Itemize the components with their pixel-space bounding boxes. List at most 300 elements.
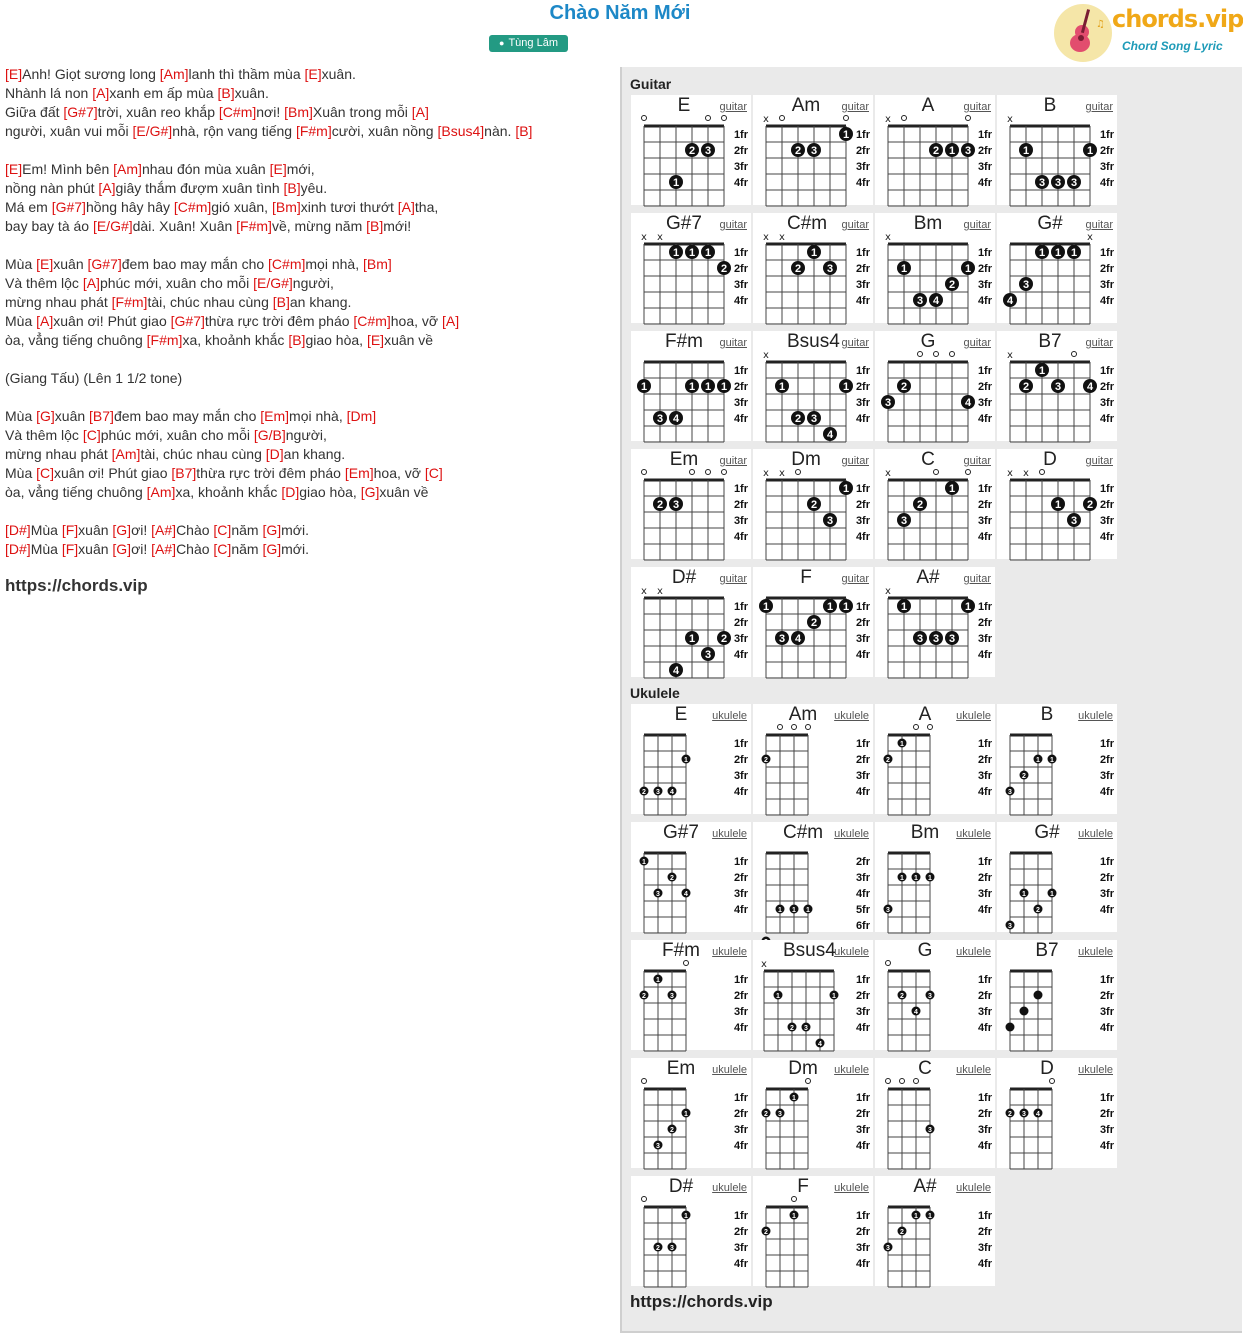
chord-name: Dm (791, 449, 821, 470)
svg-text:3fr: 3fr (1099, 1006, 1114, 1018)
chord-marker[interactable]: [A] (441, 313, 460, 329)
svg-text:1fr: 1fr (733, 365, 748, 377)
svg-text:1fr: 1fr (1099, 483, 1114, 495)
instrument-link[interactable]: ukulele (712, 1182, 747, 1194)
svg-text:2fr: 2fr (1099, 754, 1114, 766)
chord-name: G (917, 940, 933, 961)
svg-text:x: x (761, 959, 767, 970)
instrument-link[interactable]: ukulele (1078, 1064, 1113, 1076)
svg-text:2: 2 (900, 381, 908, 393)
guitar-chord-a-sharp[interactable] (875, 567, 995, 677)
svg-text:2: 2 (794, 263, 802, 275)
svg-text:1: 1 (842, 381, 850, 393)
chord-name: A# (916, 567, 940, 588)
author-badge[interactable] (489, 35, 568, 52)
guitar-chord-b7[interactable] (997, 331, 1117, 441)
instrument-link[interactable]: guitar (963, 455, 991, 467)
svg-text:3: 3 (656, 1143, 660, 1150)
chord-marker[interactable]: [D#] (5, 541, 31, 557)
instrument-link[interactable]: guitar (963, 219, 991, 231)
lyric-text: Mùa (5, 408, 37, 424)
instrument-link[interactable]: guitar (719, 573, 747, 585)
ukulele-chord-bm[interactable] (875, 822, 995, 932)
lyric-text: gió xuân, (211, 199, 272, 215)
lyric-text: xuân về (379, 484, 429, 500)
instrument-link[interactable]: ukulele (834, 1064, 869, 1076)
instrument-link[interactable]: guitar (1085, 337, 1113, 349)
svg-text:2: 2 (1022, 773, 1026, 780)
chord-name: F#m (662, 940, 700, 961)
chord-name: Dm (788, 1058, 818, 1079)
ukulele-chord-c[interactable] (875, 1058, 995, 1168)
svg-text:3: 3 (704, 145, 712, 157)
svg-text:3: 3 (964, 145, 972, 157)
svg-text:4fr: 4fr (977, 413, 992, 425)
instrument-link[interactable]: guitar (841, 573, 869, 585)
instrument-link[interactable]: guitar (719, 101, 747, 113)
lyric-text: nhà, rộn vang tiếng (172, 123, 296, 139)
chord-marker[interactable]: [C#m] (173, 199, 212, 215)
chord-marker[interactable]: [Am] (111, 446, 141, 462)
chord-marker[interactable]: [D#] (5, 522, 31, 538)
chord-marker[interactable]: [G] (112, 522, 132, 538)
chord-marker[interactable]: [C#m] (353, 313, 391, 329)
lyric-text: Mùa (30, 522, 62, 538)
panel-site-url[interactable]: https://chords.vip (630, 1292, 773, 1311)
svg-text:3: 3 (1008, 923, 1012, 930)
site-logo[interactable] (1052, 3, 1243, 63)
lyric-text: phúc mới, xuân cho mỗi (100, 427, 254, 443)
svg-text:x: x (779, 468, 785, 479)
guitar-chord-g-sharp[interactable] (997, 213, 1117, 323)
svg-text:2: 2 (810, 499, 818, 511)
ukulele-chord-a-sharp[interactable] (875, 1176, 995, 1286)
svg-text:4fr: 4fr (1099, 413, 1114, 425)
chord-marker[interactable]: [C] (424, 465, 443, 481)
lyrics-site-url[interactable]: https://chords.vip (5, 576, 148, 595)
chord-marker[interactable]: [C#m] (268, 256, 306, 272)
chord-marker[interactable]: [C] (213, 522, 232, 538)
lyric-text: năm (231, 522, 263, 538)
lyric-text: cười, xuân nồng (331, 123, 438, 139)
chord-marker[interactable]: [E] (5, 161, 23, 177)
svg-text:2: 2 (948, 279, 956, 291)
chord-marker[interactable]: [Bm] (284, 104, 313, 120)
svg-text:4fr: 4fr (977, 649, 992, 661)
svg-text:x: x (1007, 114, 1013, 125)
svg-text:1: 1 (928, 1213, 932, 1220)
svg-text:1: 1 (792, 1095, 796, 1102)
user-icon: ● (499, 38, 505, 48)
ukulele-chord-f-sharpm[interactable] (631, 940, 751, 1050)
chord-marker[interactable]: [F#m] (146, 332, 183, 348)
chord-marker[interactable]: [C#m] (218, 104, 257, 120)
chord-marker[interactable]: [D] (281, 484, 300, 500)
svg-text:4: 4 (670, 789, 674, 796)
lyric-text: nhau đón mùa xuân (141, 161, 270, 177)
svg-text:4: 4 (794, 633, 802, 645)
svg-text:2fr: 2fr (733, 499, 748, 511)
svg-text:1fr: 1fr (1099, 974, 1114, 986)
svg-text:4: 4 (932, 295, 940, 307)
instrument-link[interactable]: guitar (1085, 101, 1113, 113)
lyric-text: hoa, vỡ (373, 465, 425, 481)
svg-text:2fr: 2fr (733, 754, 748, 766)
lyric-text: tài, chúc nhau cùng (147, 294, 273, 310)
chord-marker[interactable]: [G#7] (51, 199, 86, 215)
svg-text:3fr: 3fr (733, 1124, 748, 1136)
chord-marker[interactable]: [C] (213, 541, 232, 557)
ukulele-chord-c-sharpm[interactable] (753, 822, 873, 932)
chord-marker[interactable]: [E] (304, 66, 322, 82)
svg-text:3fr: 3fr (1099, 1124, 1114, 1136)
svg-text:3: 3 (670, 993, 674, 1000)
svg-text:1: 1 (688, 633, 696, 645)
lyric-line (5, 217, 610, 236)
svg-text:2fr: 2fr (855, 1226, 870, 1238)
instrument-link[interactable]: ukulele (956, 1064, 991, 1076)
svg-text:4fr: 4fr (977, 295, 992, 307)
instrument-link[interactable]: ukulele (712, 710, 747, 722)
ukulele-chord-em[interactable] (631, 1058, 751, 1168)
svg-text:4fr: 4fr (1099, 295, 1114, 307)
guitar-chord-d-sharp[interactable] (631, 567, 751, 677)
instrument-link[interactable]: ukulele (956, 710, 991, 722)
svg-text:4fr: 4fr (733, 786, 748, 798)
lyric-text: Nhành lá non (5, 85, 93, 101)
svg-text:2: 2 (1086, 499, 1094, 511)
chord-marker[interactable]: [D] (265, 446, 284, 462)
instrument-link[interactable]: ukulele (956, 1182, 991, 1194)
ukulele-chord-b[interactable] (997, 704, 1117, 814)
chord-marker[interactable]: [Em] (344, 465, 374, 481)
chord-marker[interactable]: [E/G#] (92, 218, 133, 234)
svg-text:2fr: 2fr (977, 990, 992, 1002)
chord-marker[interactable]: [A#] (151, 522, 177, 538)
ukulele-chord-f[interactable] (753, 1176, 873, 1286)
ukulele-chord-dm[interactable] (753, 1058, 873, 1168)
chord-marker[interactable]: [F#m] (111, 294, 148, 310)
lyric-text: ơi! (131, 541, 152, 557)
chord-marker[interactable]: [Bm] (271, 199, 301, 215)
svg-text:2: 2 (794, 145, 802, 157)
svg-text:1: 1 (642, 859, 646, 866)
song-title[interactable]: Chào Năm Mới (549, 2, 691, 24)
lyric-line (5, 388, 610, 407)
chord-marker[interactable]: [B] (283, 180, 301, 196)
chord-name: D# (671, 567, 697, 588)
svg-text:1: 1 (842, 483, 850, 495)
instrument-link[interactable]: guitar (1085, 219, 1113, 231)
ukulele-chord-d-sharp[interactable] (631, 1176, 751, 1286)
chord-marker[interactable]: [E] (36, 256, 54, 272)
svg-text:1fr: 1fr (855, 1092, 870, 1104)
svg-text:3fr: 3fr (855, 1006, 870, 1018)
chord-marker[interactable]: [G] (36, 408, 55, 424)
chord-marker[interactable]: [G#7] (87, 256, 122, 272)
guitar-chord-c-sharpm[interactable] (753, 213, 873, 323)
lyric-text: xuân. (321, 66, 356, 82)
svg-text:4fr: 4fr (733, 1022, 748, 1034)
svg-text:♫: ♫ (1096, 19, 1105, 30)
instrument-link[interactable]: guitar (963, 573, 991, 585)
lyric-text: Em! Mình bên (22, 161, 114, 177)
svg-text:1: 1 (704, 247, 712, 259)
chord-marker[interactable]: [C] (36, 465, 55, 481)
chord-marker[interactable]: [G] (262, 541, 282, 557)
chord-marker[interactable]: [A] (82, 275, 100, 291)
lyric-text: xuân (78, 522, 113, 538)
svg-text:3: 3 (670, 1245, 674, 1252)
chord-marker[interactable]: [E] (366, 332, 385, 348)
svg-text:3: 3 (1022, 1111, 1026, 1118)
svg-text:3fr: 3fr (1099, 515, 1114, 527)
svg-text:3: 3 (810, 413, 818, 425)
ukulele-chord-e[interactable] (631, 704, 751, 814)
svg-text:1: 1 (684, 1111, 688, 1118)
lyric-text: trời, xuân reo khắp (97, 104, 219, 120)
svg-text:x: x (885, 468, 891, 479)
instrument-link[interactable]: guitar (841, 219, 869, 231)
instrument-link[interactable]: guitar (719, 337, 747, 349)
chord-marker[interactable]: [Bsus4] (437, 123, 485, 139)
lyric-text: Chào (176, 541, 214, 557)
lyric-text: xanh em ấp mùa (109, 85, 218, 101)
instrument-link[interactable]: ukulele (1078, 710, 1113, 722)
svg-text:2fr: 2fr (855, 754, 870, 766)
svg-text:4fr: 4fr (977, 531, 992, 543)
svg-text:1: 1 (1054, 247, 1062, 259)
lyric-text: òa, vẳng tiếng chuông (5, 332, 147, 348)
instrument-link[interactable]: ukulele (1078, 946, 1113, 958)
guitar-chord-b[interactable] (997, 95, 1117, 205)
chord-name: C#m (783, 822, 824, 843)
instrument-link[interactable]: ukulele (956, 828, 991, 840)
svg-text:4fr: 4fr (733, 531, 748, 543)
chord-marker[interactable]: [G#7] (170, 313, 205, 329)
lyric-text: Mùa (5, 465, 37, 481)
svg-text:3fr: 3fr (1099, 397, 1114, 409)
svg-text:3: 3 (928, 993, 932, 1000)
svg-text:1fr: 1fr (977, 129, 992, 141)
chord-marker[interactable]: [B7] (89, 408, 114, 424)
svg-text:3fr: 3fr (733, 770, 748, 782)
svg-text:3fr: 3fr (1099, 161, 1114, 173)
instrument-link[interactable]: ukulele (712, 828, 747, 840)
svg-text:3: 3 (1054, 381, 1062, 393)
chord-marker[interactable]: [A] (98, 180, 116, 196)
instrument-link[interactable]: guitar (963, 101, 991, 113)
ukulele-chord-d[interactable] (997, 1058, 1117, 1168)
svg-text:1fr: 1fr (977, 738, 992, 750)
instrument-link[interactable]: ukulele (834, 946, 869, 958)
chord-marker[interactable]: [B] (515, 123, 533, 139)
svg-text:1fr: 1fr (1099, 365, 1114, 377)
svg-text:1fr: 1fr (855, 974, 870, 986)
ukulele-chord-g-sharp[interactable] (997, 822, 1117, 932)
svg-text:2fr: 2fr (855, 381, 870, 393)
guitar-chord-dm[interactable] (753, 449, 873, 559)
chord-marker[interactable]: [Dm] (346, 408, 377, 424)
svg-text:4: 4 (1036, 1111, 1040, 1118)
guitar-chord-bsus4[interactable] (753, 331, 873, 441)
lyric-line (5, 521, 610, 540)
svg-text:x: x (1007, 468, 1013, 479)
chord-marker[interactable]: [B] (272, 294, 290, 310)
svg-text:3fr: 3fr (977, 161, 992, 173)
chord-marker[interactable]: [Am] (146, 484, 176, 500)
logo-text: chords.vip (1112, 5, 1243, 33)
lyric-text: xuân (78, 541, 113, 557)
svg-text:4fr: 4fr (855, 177, 870, 189)
guitar-chord-em[interactable] (631, 449, 751, 559)
chord-marker[interactable]: [B] (288, 332, 306, 348)
lyric-text: phúc mới, xuân cho mỗi (99, 275, 254, 291)
lyric-line (5, 331, 610, 350)
lyrics-body (5, 65, 610, 559)
chord-marker[interactable]: [A] (411, 104, 429, 120)
chord-marker[interactable]: [F] (61, 522, 79, 538)
instrument-link[interactable]: guitar (719, 219, 747, 231)
ukulele-chord-a[interactable] (875, 704, 995, 814)
svg-text:3fr: 3fr (855, 397, 870, 409)
chord-marker[interactable]: [E] (5, 66, 23, 82)
svg-text:4: 4 (914, 1009, 918, 1016)
guitar-chord-e[interactable] (631, 95, 751, 205)
svg-text:1fr: 1fr (977, 856, 992, 868)
svg-text:2: 2 (916, 499, 924, 511)
svg-text:1: 1 (704, 381, 712, 393)
lyric-text: ơi! (131, 522, 152, 538)
instrument-link[interactable]: guitar (963, 337, 991, 349)
chord-marker[interactable]: [A] (36, 313, 54, 329)
chord-marker[interactable]: [G] (262, 522, 282, 538)
chord-marker[interactable]: [A#] (151, 541, 177, 557)
lyric-text: an khang. (283, 446, 346, 462)
chord-marker[interactable]: [Bm] (362, 256, 392, 272)
ukulele-chord-b7[interactable] (997, 940, 1117, 1050)
svg-text:1: 1 (900, 263, 908, 275)
svg-text:1: 1 (688, 247, 696, 259)
svg-text:3fr: 3fr (733, 1006, 748, 1018)
instrument-link[interactable]: guitar (841, 455, 869, 467)
guitar-chord-f[interactable] (753, 567, 873, 677)
lyric-text: mới. (281, 522, 309, 538)
svg-text:2: 2 (764, 1229, 768, 1236)
svg-text:1: 1 (842, 129, 850, 141)
chord-marker[interactable]: [Am] (113, 161, 142, 177)
svg-text:x: x (1087, 232, 1093, 243)
chord-marker[interactable]: [G] (112, 541, 132, 557)
ukulele-chord-bsus4[interactable] (753, 940, 873, 1050)
svg-text:2fr: 2fr (733, 1226, 748, 1238)
lyric-line (5, 445, 610, 464)
svg-text:1fr: 1fr (977, 601, 992, 613)
svg-text:1fr: 1fr (733, 974, 748, 986)
guitar-chord-bm[interactable] (875, 213, 995, 323)
chord-name: G#7 (666, 213, 702, 234)
svg-text:x: x (763, 114, 769, 125)
svg-text:5fr: 5fr (855, 904, 870, 916)
instrument-link[interactable]: guitar (719, 455, 747, 467)
instrument-link[interactable]: ukulele (712, 1064, 747, 1076)
svg-text:x: x (1023, 468, 1029, 479)
guitar-chord-g-sharp7[interactable] (631, 213, 751, 323)
chord-marker[interactable]: [B7] (171, 465, 197, 481)
guitar-chord-a[interactable] (875, 95, 995, 205)
guitar-chord-am[interactable] (753, 95, 873, 205)
chord-name: D# (668, 1176, 694, 1197)
chord-marker[interactable]: [C] (82, 427, 101, 443)
chord-marker[interactable]: [A] (92, 85, 110, 101)
guitar-section-title: Guitar (630, 76, 672, 92)
svg-text:4: 4 (672, 413, 680, 425)
svg-text:4fr: 4fr (855, 413, 870, 425)
instrument-link[interactable]: ukulele (712, 946, 747, 958)
svg-text:4fr: 4fr (855, 295, 870, 307)
instrument-link[interactable]: ukulele (834, 828, 869, 840)
chord-name: F (800, 567, 812, 588)
chord-marker[interactable]: [G] (360, 484, 380, 500)
svg-text:2: 2 (1036, 907, 1040, 914)
svg-text:1: 1 (1086, 145, 1094, 157)
chord-marker[interactable]: [B] (366, 218, 384, 234)
instrument-link[interactable]: ukulele (1078, 828, 1113, 840)
lyric-text: mới. (281, 541, 309, 557)
chord-name: C (921, 449, 935, 470)
chord-marker[interactable]: [E/G#] (253, 275, 293, 291)
instrument-link[interactable]: ukulele (834, 1182, 869, 1194)
instrument-link[interactable]: guitar (841, 337, 869, 349)
ukulele-chord-am[interactable] (753, 704, 873, 814)
svg-text:1fr: 1fr (733, 601, 748, 613)
instrument-link[interactable]: ukulele (834, 710, 869, 722)
guitar-chord-f-sharpm[interactable] (631, 331, 751, 441)
guitar-chord-g[interactable] (875, 331, 995, 441)
guitar-chord-c[interactable] (875, 449, 995, 559)
chord-marker[interactable]: [F] (61, 541, 79, 557)
chord-marker[interactable]: [G/B] (253, 427, 286, 443)
chord-marker[interactable]: [Em] (260, 408, 290, 424)
chord-name: Bm (910, 822, 940, 843)
svg-text:4fr: 4fr (733, 649, 748, 661)
instrument-link[interactable]: ukulele (956, 946, 991, 958)
svg-text:3: 3 (672, 499, 680, 511)
svg-text:x: x (641, 232, 647, 243)
chord-marker[interactable]: [Am] (159, 66, 189, 82)
instrument-link[interactable]: guitar (1085, 455, 1113, 467)
chord-marker[interactable]: [A] (397, 199, 415, 215)
lyric-text: xa, khoảnh khắc (175, 484, 282, 500)
svg-text:2: 2 (656, 1245, 660, 1252)
lyric-line (5, 483, 610, 502)
lyric-text: lanh thì thầm mùa (188, 66, 305, 82)
chord-marker[interactable]: [G#7] (63, 104, 98, 120)
ukulele-chord-g[interactable] (875, 940, 995, 1050)
guitar-chord-d[interactable] (997, 449, 1117, 559)
chord-marker[interactable]: [E/G#] (132, 123, 173, 139)
lyric-line (5, 65, 610, 84)
ukulele-chord-g-sharp7[interactable] (631, 822, 751, 932)
svg-text:2fr: 2fr (977, 872, 992, 884)
chord-marker[interactable]: [E] (269, 161, 287, 177)
svg-text:1fr: 1fr (855, 601, 870, 613)
lyric-text: tha, (414, 199, 439, 215)
chord-marker[interactable]: [F#m] (295, 123, 332, 139)
chord-marker[interactable]: [F#m] (236, 218, 272, 234)
chord-marker[interactable]: [B] (217, 85, 235, 101)
instrument-link[interactable]: guitar (841, 101, 869, 113)
